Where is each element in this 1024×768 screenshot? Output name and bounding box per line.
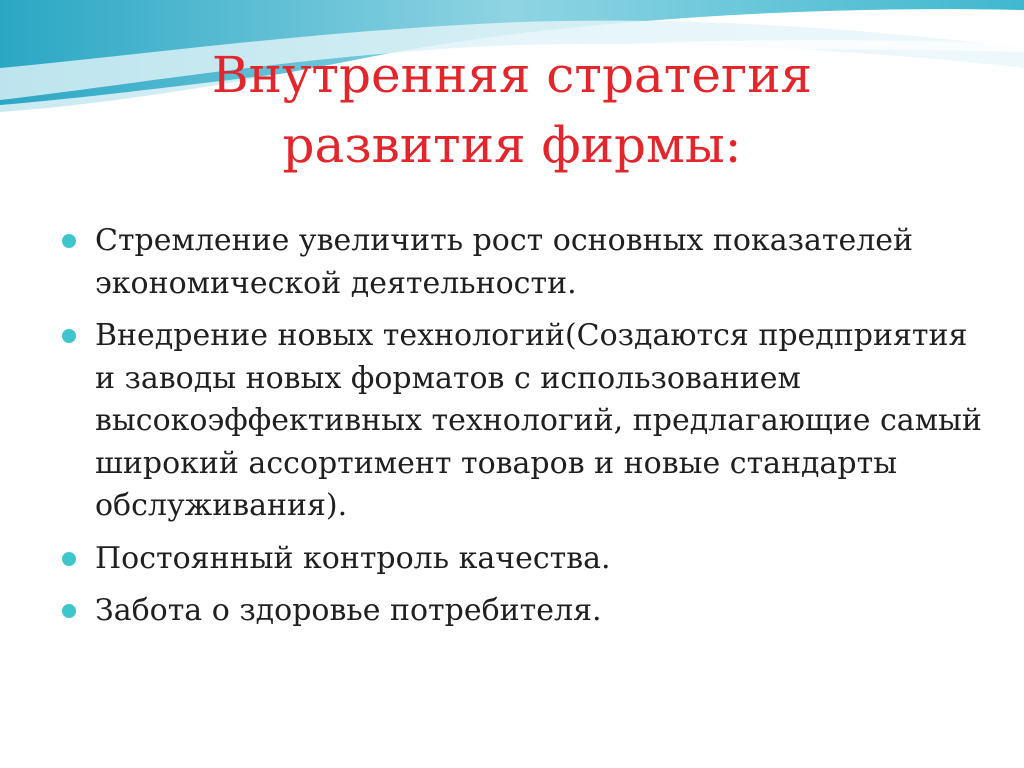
title-line-2: развития фирмы: [282, 116, 742, 174]
title-line-1: Внутренняя стратегия [211, 46, 813, 104]
bullet-text: Стремление увеличить рост основных показателей экономической деятельности. [95, 223, 914, 301]
bullet-dot-icon [62, 234, 76, 248]
bullet-dot-icon [62, 604, 76, 618]
bullet-text: Внедрение новых технологий(Создаются предприятия и заводы новых форматов с использованием высокоэффективных технологий, предлагающие самый широкий ассортимент товаров и новые стандарты обслуживания). [95, 318, 982, 523]
list-item [62, 538, 982, 581]
list-item [62, 220, 982, 305]
bullet-text: Постоянный контроль качества. [95, 540, 611, 576]
bullet-text: Забота о здоровье потребителя. [95, 593, 602, 628]
list-item [62, 315, 982, 528]
slide-title [0, 40, 1024, 180]
list-item [62, 590, 982, 633]
bullet-dot-icon [62, 552, 76, 566]
bullet-list [62, 220, 982, 643]
bullet-dot-icon [62, 329, 76, 343]
